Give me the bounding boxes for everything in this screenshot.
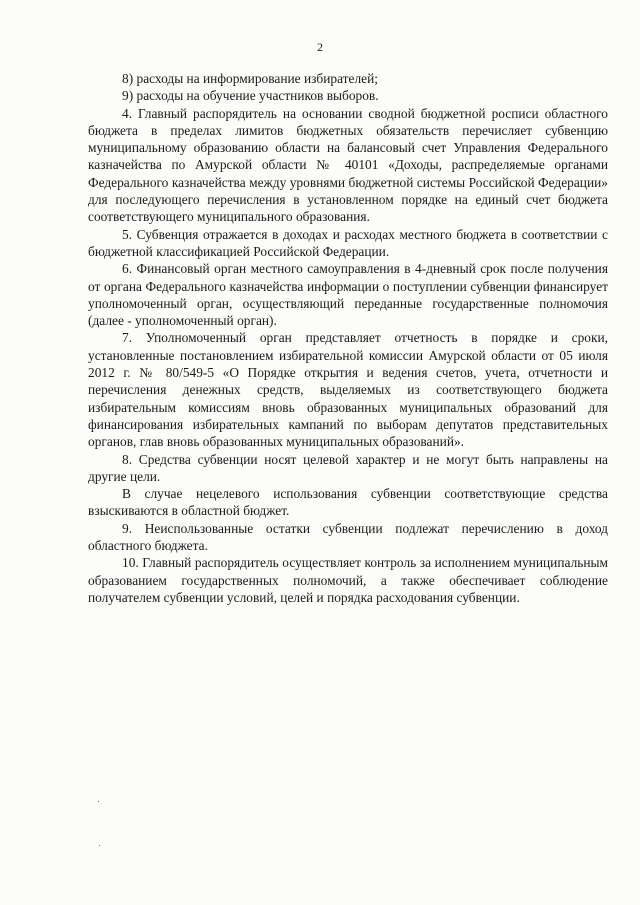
paragraph-clause-8: 8. Средства субвенции носят целевой характер и не могут быть направлены на другие цели. xyxy=(88,451,608,484)
paragraph-clause-6: 6. Финансовый орган местного самоуправления в 4-дневный срок после получения от органа Федерального казначейства информации о поступлении субвенции финансирует уполномоченный орган, осуществляющий переданные государственные полномочия (далее - уполномоченный орган). xyxy=(88,261,608,329)
scan-speck xyxy=(98,801,99,802)
document-body xyxy=(88,70,608,606)
paragraph-clause-10: 10. Главный распорядитель осуществляет контроль за исполнением муниципальным образованием государственных полномочий, а также обеспечивает соблюдение получателем субвенции условий, целей и порядка расходования субвенции. xyxy=(88,555,608,605)
paragraph-clause-5: 5. Субвенция отражается в доходах и расходах местного бюджета в соответствии с бюджетной классификацией Российской Федерации. xyxy=(88,226,608,259)
paragraph-expense-8: 8) расходы на информирование избирателей; xyxy=(122,71,378,86)
paragraph-clause-9: 9. Неиспользованные остатки субвенции подлежат перечислению в доход областного бюджета. xyxy=(88,520,608,554)
paragraph-clause-4: 4. Главный распорядитель на основании сводной бюджетной росписи областного бюджета в пределах лимитов бюджетных обязательств перечисляет субвенцию муниципальному образованию области на балансовый счет Управления Федерального казначейства по Амурской области № 40101 «Доходы, распределяемые органами Федерального казначейства между уровнями бюджетной системы Российской Федерации» для последующего перечисления в установленном порядке на единый счет бюджета соответствующего муниципального образования. xyxy=(88,105,608,225)
scan-speck xyxy=(99,845,100,846)
paragraph-clause-7: 7. Уполномоченный орган представляет отчетность в порядке и сроки, установленные постановлением избирательной комиссии Амурской области от 05 июля 2012 г. № 80/549-5 «О Порядке открытия и ведения счетов, учета, отчетности и перечисления денежных средств, выделяемых из соответствующего бюджета избирательным комиссиям вновь образованных муниципальных образований для финансирования избирательных кампаний по выборам депутатов представительных органов, глав вновь образованных муниципальных образований». xyxy=(88,330,608,450)
paragraph-misuse: В случае нецелевого использования субвенции соответствующие средства взыскиваются в областной бюджет. xyxy=(88,486,608,519)
page-number: 2 xyxy=(317,40,323,54)
paragraph-expense-9: 9) расходы на обучение участников выборов. xyxy=(122,88,379,104)
